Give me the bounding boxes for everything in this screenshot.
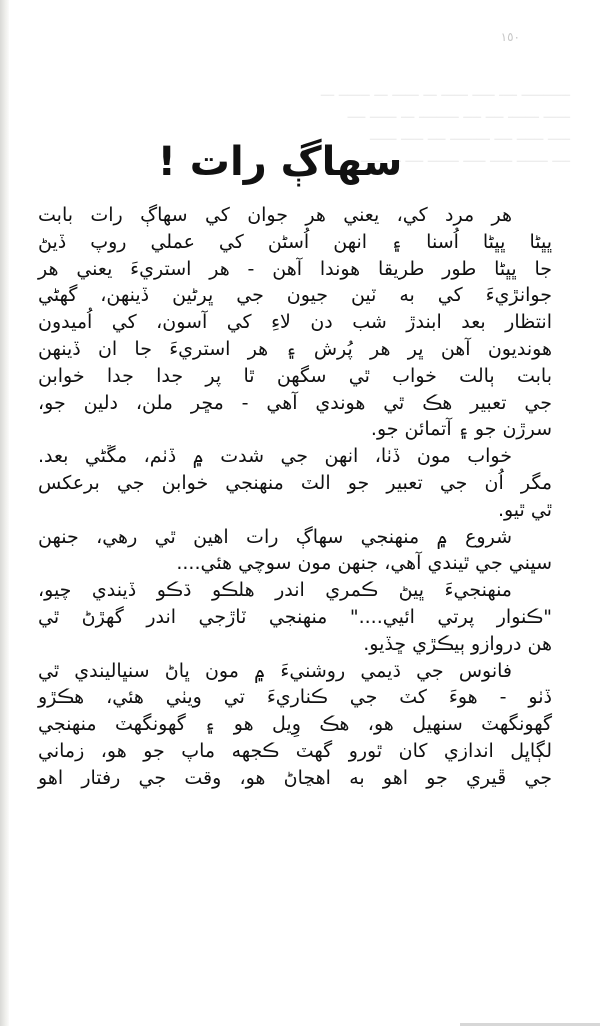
text-line: جي ڦيري جو اهو به اهڃاڻ هو، وقت جي رفتار اهو: [38, 766, 552, 789]
text-line: هن دروازو ٻيڪڙي ڇڏيو.: [363, 632, 552, 655]
page-number: ١٥٠: [500, 30, 520, 44]
text-line: لڳاڀل اندازي کان ٿورو گهٽ ڪجهه ماپ جو هو، زماني: [38, 739, 552, 762]
text-line: مگر اُن جي تعبير جو الٽ منهنجي خوابن جي برعکس: [38, 471, 552, 494]
text-line: جوانڙيءَ کي به ٽين جيون جي ڀرڻين ڏينهن، گهڻي: [38, 284, 552, 307]
text-line: هونديون آهن ڀر هر پُرش ۽ هر استريءَ جا ان ڏينهن: [38, 337, 552, 360]
text-line: ڀڀڻا ڀڀڻا اُسنا ۽ انهن اُسڻن کي عملي روپ ڏيڻ: [38, 230, 552, 253]
text-line: "ڪنوار پرتي ائيي...." منهنجي ٽاڙجي اندر گهڙڻ ٿي: [38, 605, 552, 628]
text-line: فانوس جي ڌيمي روشنيءَ ۾ مون ڀاڻ سنڀاليندي ٿي: [38, 659, 512, 682]
text-line: شروع ۾ منهنجي سهاڳ رات اهين ٿي رهي، جنهن: [38, 525, 512, 548]
text-line: گهونگهٽ سنهيل هو، هڪ وِيل هو ۽ گهونگهٽ منهنجي: [38, 713, 552, 736]
text-line: ڏٺو - هوءَ کٽ جي ڪناريءَ تي ويٺي هئي، هڪڙو: [38, 686, 552, 709]
text-line: ٿي ٿيو.: [497, 498, 552, 521]
text-line: خواب مون ڏٺا، انهن جي شدت ۾ ڏٺم، مڱڻي بعد.: [38, 445, 512, 468]
chapter-title: سهاڳ رات !: [157, 138, 403, 185]
text-line: سڀني جي ٿيندي آهي، جنهن مون سوچي هئي....: [176, 552, 552, 575]
text-line: جا ڀڀڻا طور طريقا هوندا آهن - هر استريءَ يعني هر: [38, 257, 552, 280]
text-line: سرڙن جو ۽ آتمائن جو.: [370, 418, 552, 441]
body-text: [38, 202, 552, 792]
text-line: جي تعبير هڪ ٿي هوندي آهي - مڇر ملن، دلين جو،: [38, 391, 552, 414]
text-line: هر مرد کي، يعني هر جوان کي سهاڳ رات بابت: [38, 204, 512, 226]
text-line: بابت ٻالت خواب ٿي سگهن ٿا پر جدا جدا خوابن: [38, 364, 552, 387]
text-line: منهنجيءَ ڀيڻ ڪمري اندر هلڪو ڌڪو ڏيندي چيو،: [38, 579, 512, 602]
text-line: انتظار بعد ابندڙ شب دن لاءِ کي آسون، کي اُميدون: [38, 311, 552, 334]
bleed-through-text: ـــــــــــ ــــ ـــــ ــــــ ـــ ــــــ ـــ ـــــــ ـــ ــــــ ـــــــ ــــ ــــ ـــــــــ ـــ ــــــ ــــ ـــــ ــــــ ــــ ـــــــــ ــــ ـــــ ــــــ ــــ ـــــــ ـــــ ـــــ ـــــــ ــــ ـــ ـــــ: [320, 82, 570, 166]
